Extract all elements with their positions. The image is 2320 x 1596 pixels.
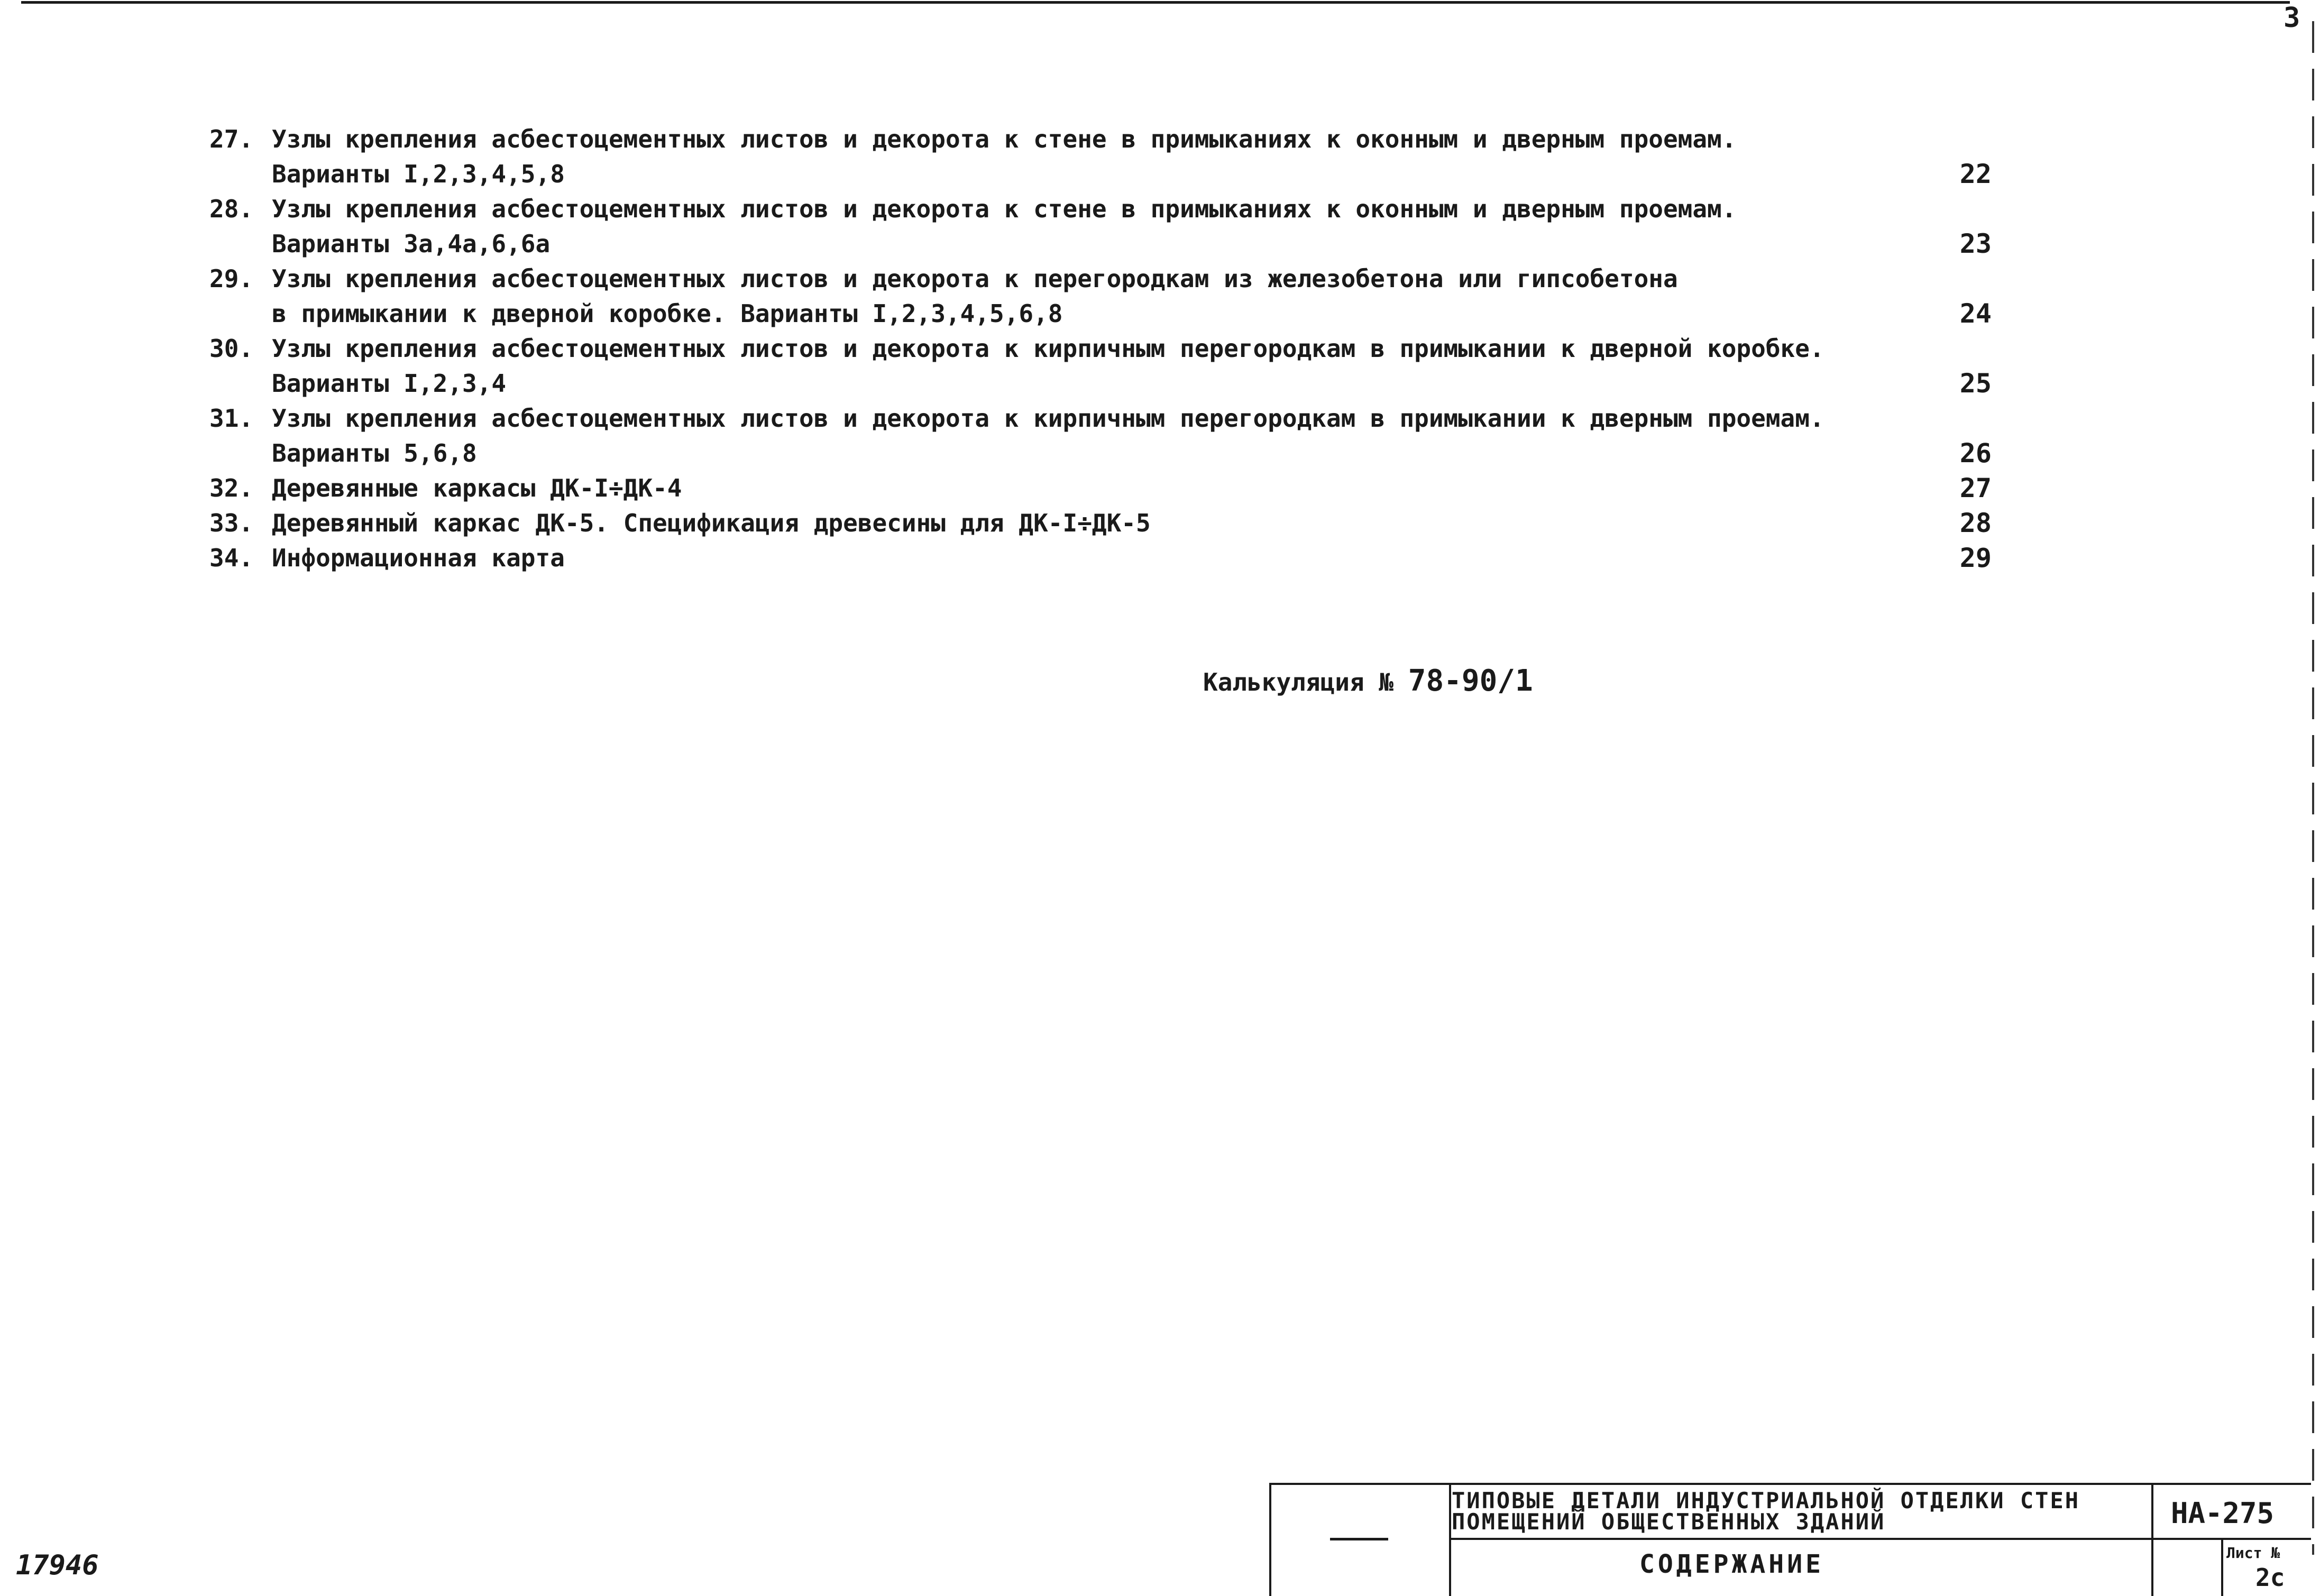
toc-entry-page: 25 bbox=[1959, 368, 1992, 399]
toc-entry-number: 31. bbox=[209, 404, 254, 433]
title-block-divider bbox=[2151, 1485, 2153, 1596]
toc-entry-page: 26 bbox=[1959, 438, 1992, 469]
page-number: 3 bbox=[2284, 2, 2300, 34]
toc-entry-line bbox=[209, 540, 1992, 575]
toc-entry-line bbox=[209, 331, 1992, 366]
toc-entry-text: Варианты I,2,3,4 bbox=[272, 369, 507, 398]
toc-entry-number: 29. bbox=[209, 264, 254, 293]
document-title-line-2: ПОМЕЩЕНИЙ ОБЩЕСТВЕННЫХ ЗДАНИЙ bbox=[1452, 1509, 1886, 1535]
document-title bbox=[1452, 1490, 2080, 1533]
toc-entry-text: Деревянные каркасы ДК-I÷ДК-4 bbox=[272, 474, 682, 502]
toc-entry-text: Информационная карта bbox=[272, 544, 565, 572]
toc-entry-page: 29 bbox=[1959, 543, 1992, 573]
toc-entry-line bbox=[209, 122, 1992, 157]
document-code: НА-275 bbox=[2171, 1497, 2275, 1530]
right-border-line bbox=[2312, 21, 2314, 1555]
calculation-number: 78-90/1 bbox=[1408, 664, 1533, 698]
toc-entry-text: Узлы крепления асбестоцементных листов и декорота к стене в примыканиях к оконным и дверным проемам. bbox=[272, 195, 1737, 223]
title-block-divider bbox=[1449, 1485, 1451, 1596]
toc-entry-text: Деревянный каркас ДК-5. Спецификация древесины для ДК-I÷ДК-5 bbox=[272, 509, 1151, 537]
toc-entry-page: 23 bbox=[1959, 228, 1992, 259]
toc-entry-text: Узлы крепления асбестоцементных листов и декорота к кирпичным перегородкам в примыкании к дверным проемам. bbox=[272, 404, 1824, 433]
toc-entry-line bbox=[209, 471, 1992, 506]
toc-entry-line bbox=[209, 506, 1992, 540]
table-of-contents bbox=[209, 122, 1992, 575]
toc-entry-line bbox=[209, 296, 1992, 331]
toc-entry-number: 27. bbox=[209, 125, 254, 153]
document-title-line-1: ТИПОВЫЕ ДЕТАЛИ ИНДУСТРИАЛЬНОЙ ОТДЕЛКИ СТЕН bbox=[1452, 1488, 2080, 1514]
toc-entry-text: Варианты I,2,3,4,5,8 bbox=[272, 160, 565, 188]
toc-entry-page: 22 bbox=[1959, 159, 1992, 189]
toc-entry-text: Варианты 3а,4а,6,6а bbox=[272, 230, 551, 258]
sheet-number: 2с bbox=[2255, 1563, 2285, 1592]
toc-entry-line bbox=[209, 191, 1992, 226]
toc-entry-number: 30. bbox=[209, 334, 254, 363]
toc-entry-text: Узлы крепления асбестоцементных листов и декорота к стене в примыканиях к оконным и дверным проемам. bbox=[272, 125, 1737, 153]
calculation-label: Калькуляция № bbox=[1203, 668, 1394, 696]
section-name: СОДЕРЖАНИЕ bbox=[1639, 1549, 1824, 1579]
title-block-dash bbox=[1330, 1538, 1388, 1540]
toc-entry-number: 34. bbox=[209, 544, 254, 572]
title-block bbox=[1269, 1483, 2311, 1596]
toc-entry-text: Узлы крепления асбестоцементных листов и декорота к кирпичным перегородкам в примыкании к дверной коробке. bbox=[272, 334, 1824, 363]
toc-entry-number: 32. bbox=[209, 474, 254, 502]
toc-entry-line bbox=[209, 226, 1992, 261]
toc-entry-page: 28 bbox=[1959, 508, 1992, 538]
top-border-line bbox=[21, 1, 2290, 4]
toc-entry-line bbox=[209, 401, 1992, 436]
toc-entry-page: 27 bbox=[1959, 473, 1992, 503]
toc-entry-line bbox=[209, 157, 1992, 191]
toc-entry-line bbox=[209, 436, 1992, 471]
toc-entry-number: 33. bbox=[209, 509, 254, 537]
inventory-number: 17946 bbox=[16, 1549, 99, 1581]
sheet-number-label: Лист № bbox=[2226, 1544, 2280, 1562]
title-block-divider bbox=[1269, 1485, 1271, 1596]
title-block-divider bbox=[2221, 1540, 2223, 1596]
toc-entry-text: в примыкании к дверной коробке. Варианты I,2,3,4,5,6,8 bbox=[272, 299, 1063, 328]
toc-entry-page: 24 bbox=[1959, 298, 1992, 329]
toc-entry-text: Узлы крепления асбестоцементных листов и декорота к перегородкам из железобетона или гипсобетона bbox=[272, 264, 1678, 293]
title-block-divider bbox=[1449, 1538, 2311, 1540]
toc-entry-number: 28. bbox=[209, 195, 254, 223]
calculation-note bbox=[1203, 664, 1533, 698]
toc-entry-line bbox=[209, 366, 1992, 401]
toc-entry-text: Варианты 5,6,8 bbox=[272, 439, 477, 467]
toc-entry-line bbox=[209, 261, 1992, 296]
